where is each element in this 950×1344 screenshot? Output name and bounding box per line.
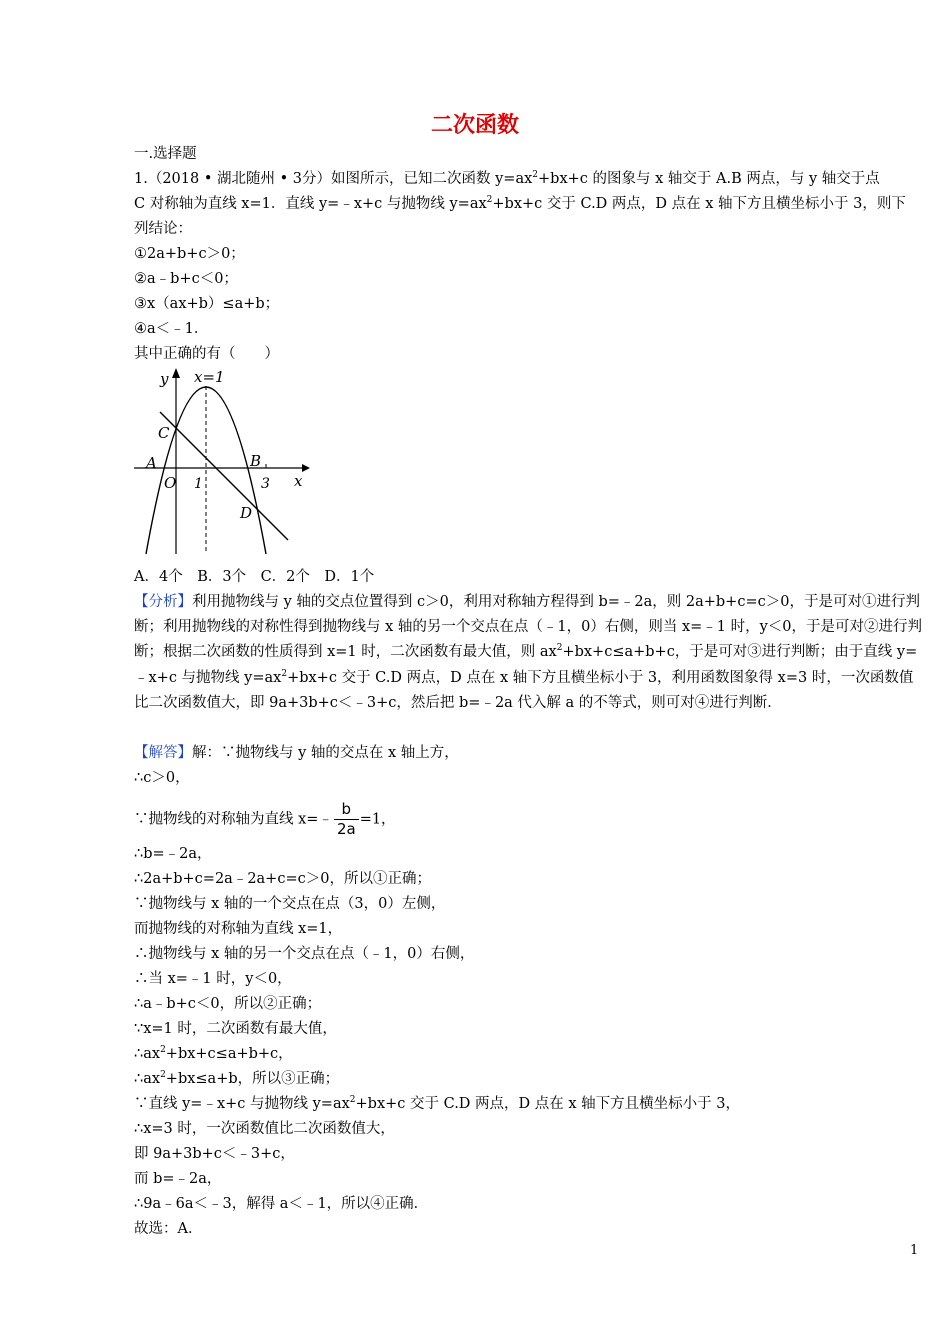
point-d-label: D bbox=[240, 504, 253, 522]
solution-line-14: ∵直线 y=﹣x+c 与抛物线 $y=ax^2+bx+c$ 交于 C.D 两点，D 点在 x 轴下方且横坐标小于 3， bbox=[134, 1095, 740, 1112]
y-axis-arrow-icon bbox=[172, 368, 180, 378]
solution-line-10: ∴a﹣b+c＜0，所以②正确； bbox=[134, 996, 322, 1012]
solution-line-13: $\therefore ax^2+bx\le a+b$，所以③正确； bbox=[134, 1070, 340, 1087]
analysis-paragraph: 【分析】利用抛物线与 y 轴的交点位置得到 c＞0，利用对称轴方程得到 b=﹣2a，则 2a+b+c=c＞0，于是可对①进行判断；利用抛物线的对称性得到抛物线与 x 轴的另一个交点在点（﹣1，0）右侧，则当 x=﹣1 时，y＜0，于是可对②进行判断；根据二次函数的性质得到 x=1 时，二次函数有最大值，则 $ax^2+bx+c\le a+b+c$，于是可对③进行判断；由于直线 y=﹣x+c 与抛物线 $y=ax^2+bx+c$ 交于 C.D 两点，D 点在 x 轴下方且横坐标小于 3，利用函数图象得 x=3 时，一次函数值比二次函数值大，即 9a+3b+c＜﹣3+c，然后把 b=﹣2a 代入解 a 的不等式，则可对④进行判断． bbox=[134, 594, 923, 711]
page-title: 二次函数 bbox=[430, 113, 519, 138]
solution-line-3: ∵抛物线的对称轴为直线 x=﹣ $\frac{b}{2a}$ =1， bbox=[134, 800, 396, 838]
tick-label-3: 3 bbox=[261, 476, 270, 492]
solution-line-9: ∴当 x=﹣1 时，y＜0， bbox=[134, 971, 292, 987]
solution-line-6: ∵抛物线与 x 轴的一个交点在点（3，0）左侧， bbox=[134, 896, 446, 912]
solution-line-19: 故选：A． bbox=[134, 1221, 203, 1237]
point-b-label: B bbox=[250, 452, 262, 470]
x-axis-arrow-icon bbox=[302, 464, 310, 472]
parabola-figure bbox=[130, 364, 310, 564]
x-axis-label: x bbox=[294, 472, 303, 490]
page-number: 1 bbox=[910, 1243, 919, 1258]
statement-1: ①2a+b+c＞0； bbox=[134, 246, 245, 262]
tick-label-1: 1 bbox=[194, 476, 203, 492]
solution-line-4: ∴b=﹣2a， bbox=[134, 846, 212, 862]
solution-line-18: ∴9a﹣6a＜﹣3，解得 a＜﹣1，所以④正确． bbox=[134, 1196, 429, 1212]
symmetry-axis-label: x=1 bbox=[194, 368, 225, 386]
solution-line-12: $\therefore ax^2+bx+c\le a+b+c$， bbox=[134, 1045, 293, 1062]
solution-tag: 【解答】 bbox=[134, 745, 192, 761]
solution-line-2: ∴c＞0， bbox=[134, 770, 190, 786]
question-line-3: 列结论： bbox=[134, 221, 192, 237]
question-prompt: 其中正确的有（ ） bbox=[134, 346, 279, 362]
analysis-tag: 【分析】 bbox=[134, 594, 192, 610]
origin-label: O bbox=[164, 474, 177, 492]
statement-4: ④a＜﹣1． bbox=[134, 321, 209, 337]
solution-line-15: ∴x=3 时，一次函数值比二次函数值大， bbox=[134, 1121, 395, 1137]
solution-line-11: ∵x=1 时，二次函数有最大值， bbox=[134, 1021, 337, 1037]
solution-line-16: 即 9a+3b+c＜﹣3+c， bbox=[134, 1146, 295, 1162]
y-axis-label: y bbox=[160, 370, 169, 388]
solution-line-17: 而 b=﹣2a， bbox=[134, 1171, 222, 1187]
solution-line-1: 【解答】解：∵抛物线与 y 轴的交点在 x 轴上方， bbox=[134, 745, 459, 761]
point-c-label: C bbox=[158, 424, 170, 442]
solution-line-5: ∴2a+b+c=2a﹣2a+c=c＞0，所以①正确； bbox=[134, 871, 431, 887]
answer-options: A．4个 B．3个 C．2个 D．1个 bbox=[134, 569, 375, 585]
statement-3: ③x（ax+b）≤a+b； bbox=[134, 296, 280, 312]
statement-2: ②a﹣b+c＜0； bbox=[134, 271, 238, 287]
solution-line-7: 而抛物线的对称轴为直线 x=1， bbox=[134, 921, 343, 937]
question-line-1: 1.（2018 • 湖北随州 • 3分）如图所示，已知二次函数 $y=ax^2+bx+c$ 的图象与 x 轴交于 A.B 两点，与 y 轴交于点 bbox=[134, 170, 880, 187]
fraction-b-over-2a: $\frac{b}{2a}$ bbox=[334, 800, 359, 839]
point-a-label: A bbox=[146, 454, 157, 472]
section-heading: 一.选择题 bbox=[134, 146, 197, 162]
question-line-2: C 对称轴为直线 x=1．直线 y=﹣x+c 与抛物线 $y=ax^2+bx+c$ 交于 C.D 两点，D 点在 x 轴下方且横坐标小于 3，则下 bbox=[134, 195, 906, 212]
solution-line-8: ∴抛物线与 x 轴的另一个交点在点（﹣1，0）右侧， bbox=[134, 946, 475, 962]
